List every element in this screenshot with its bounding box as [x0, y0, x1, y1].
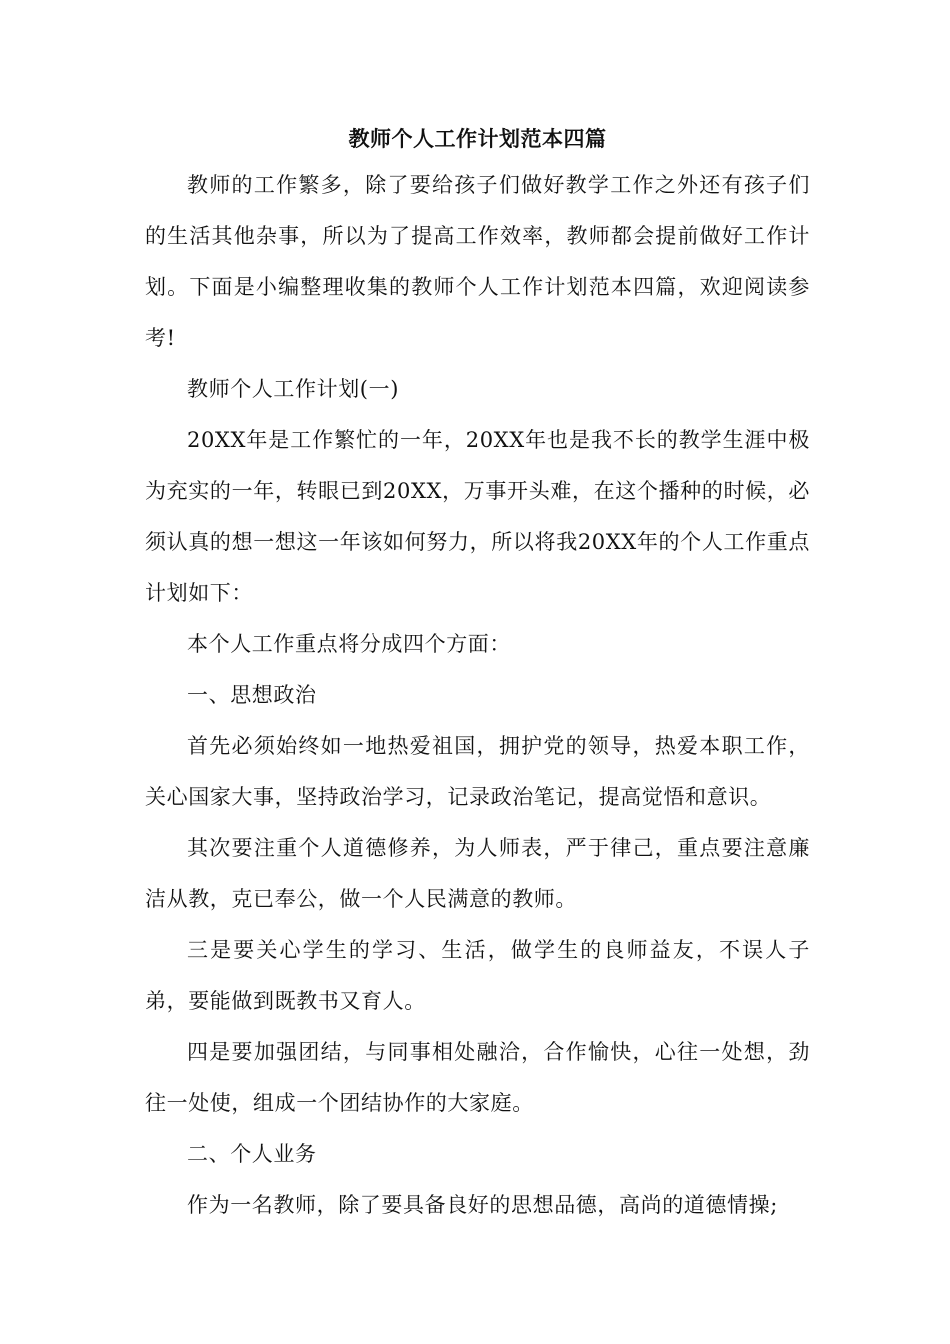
personal-work-paragraph: 作为一名教师，除了要具备良好的思想品德，高尚的道德情操; [187, 1193, 778, 1217]
four-aspects-paragraph: 本个人工作重点将分成四个方面： [187, 632, 511, 656]
intro-paragraph: 教师的工作繁多，除了要给孩子们做好教学工作之外还有孩子们的生活其他杂事，所以为了提高工作效率，教师都会提前做好工作计划。下面是小编整理收集的教师个人工作计划范本四篇，欢迎阅读参考! [145, 173, 810, 350]
ideology-first-paragraph: 首先必须始终如一地热爱祖国，拥护党的领导，热爱本职工作，关心国家大事，坚持政治学习，记录政治笔记，提高觉悟和意识。 [145, 734, 810, 809]
section-heading-plan-one: 教师个人工作计划(一) [187, 377, 399, 401]
document-title: 教师个人工作计划范本四篇 [348, 126, 607, 151]
ideology-fourth-paragraph: 四是要加强团结，与同事相处融洽，合作愉快，心往一处想，劲往一处使，组成一个团结协作的大家庭。 [145, 1040, 810, 1115]
section-heading-ideology: 一、思想政治 [187, 683, 317, 707]
ideology-third-paragraph: 三是要关心学生的学习、生活，做学生的良师益友，不误人子弟，要能做到既教书又育人。 [145, 938, 810, 1013]
plan-overview-paragraph: 20XX年是工作繁忙的一年，20XX年也是我不长的教学生涯中极为充实的一年，转眼已到20XX，万事开头难，在这个播种的时候，必须认真的想一想这一年该如何努力，所以将我20XX年的个人工作重点计划如下： [145, 428, 810, 605]
ideology-second-paragraph: 其次要注重个人道德修养，为人师表，严于律己，重点要注意廉洁从教，克已奉公，做一个人民满意的教师。 [145, 836, 810, 911]
document-body [145, 118, 810, 1231]
section-heading-personal-work: 二、个人业务 [187, 1142, 317, 1166]
